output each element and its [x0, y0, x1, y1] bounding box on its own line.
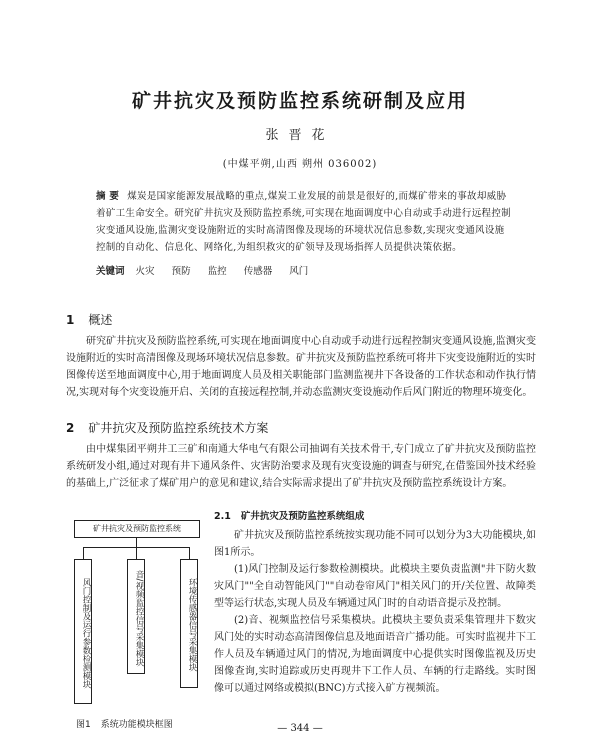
keyword: 监控: [207, 266, 227, 277]
paragraph: 矿井抗灾及预防监控系统按实现功能不同可以划分为3大功能模块,如图1所示。: [214, 530, 536, 558]
keywords: [96, 263, 514, 277]
section-2-1: [214, 508, 536, 697]
paragraph: (1)风门控制及运行参数检测模块。此模块主要负责监测"井下防火数灾风门""全自动智能风门""自动卷帘风门"相关风门的开/关位置、故障类型等运行状态,实现人员及车辆通过风门时的自动语音提示及控制。: [214, 564, 536, 609]
subsection-heading: [214, 508, 536, 525]
paper-title: 矿井抗灾及预防监控系统研制及应用: [131, 90, 468, 112]
module-box-environment-sensor: 环境传感器信号采集模块: [180, 559, 198, 688]
module-box-av-monitoring: 音/视频监控信号采集模块: [127, 559, 145, 674]
section-title: 矿井抗灾及预防监控系统技术方案: [88, 421, 269, 435]
paragraph: (2)音、视频监控信号采集模块。此模块主要负责采集管理井下数灾风门处的实时动态高清图像信息及地面语音广播功能。可实时监视井下工作人员及车辆通过风门的情况,为地面调度中心提供实时图像监视及历史图像查询,实时追踪或历史再现井下工作人员、车辆的行走路线。实时图像可以通过网络或模拟(BNC)方式接入矿方视频流。: [214, 615, 536, 694]
section-2-heading: [66, 419, 268, 436]
abstract: [96, 188, 514, 256]
figure-1-diagram: [66, 520, 206, 700]
author: 张晋花: [265, 128, 335, 143]
section-1-heading: [66, 311, 112, 328]
affiliation: (中煤平朔,山西 朔州 036002): [222, 159, 378, 170]
keywords-label: 关键词: [96, 266, 125, 277]
section-1-body: 研究矿井抗灾及预防监控系统,可实现在地面调度中心自动或手动进行远程控制灾变通风设施,监测灾变设施附近的实时高清图像及现场环境状况信息参数。矿井抗灾及预防监控系统可将井下灾变设施附近的实时图像传送至地面调度中心,用于地面调度人员及相关职能部门监测监视井下各设备的工作状态和动作执行情况,实现对每个灾变设施开启、关闭的直接远程控制,并动态监测灾变设施动作后风门附近的物理环境变化。: [66, 336, 536, 398]
section-number: 2: [66, 421, 75, 435]
system-box: 矿井抗灾及预防监控系统: [74, 520, 200, 538]
keyword: 预防: [171, 266, 191, 277]
abstract-label: 摘 要: [96, 191, 120, 202]
figure-caption-text: 系统功能模块框图: [100, 720, 173, 730]
keyword: 火灾: [135, 266, 155, 277]
abstract-text: 煤炭是国家能源发展战略的重点,煤炭工业发展的前景是很好的,而煤矿带来的事故却威胁着矿工生命安全。研究矿井抗灾及预防监控系统,可实现在地面调度中心自动或手动进行远程控制灾变通风设施,监测灾变设施附近的实时高清图像及现场的环境状况信息参数,实现灾变通风设施控制的自动化、信息化、网络化,为组织救灾的矿领导及现场指挥人员提供决策依据。: [96, 191, 511, 253]
subsection-title: 矿井抗灾及预防监控系统组成: [240, 511, 365, 522]
page-number: — 344 —: [277, 723, 323, 734]
keyword: 风门: [289, 266, 309, 277]
module-box-door-control: 风门控制及运行参数检测模块: [74, 559, 92, 704]
figure-number: 图1: [76, 720, 91, 730]
keyword: 传感器: [243, 266, 273, 277]
section-title: 概述: [88, 313, 113, 327]
section-2-body: 由中煤集团平朔井工三矿和南通大华电气有限公司抽调有关技术骨干,专门成立了矿井抗灾及预防监控系统研发小组,通过对现有井下通风条件、灾害防治要求及现有灾变设施的调查与研究,在借鉴国外技术经验的基础上,广泛征求了煤矿用户的意见和建议,结合实际需求提出了矿井抗灾及预防监控系统设计方案。: [66, 444, 536, 489]
section-number: 1: [66, 313, 75, 327]
subsection-number: 2.1: [214, 511, 231, 522]
